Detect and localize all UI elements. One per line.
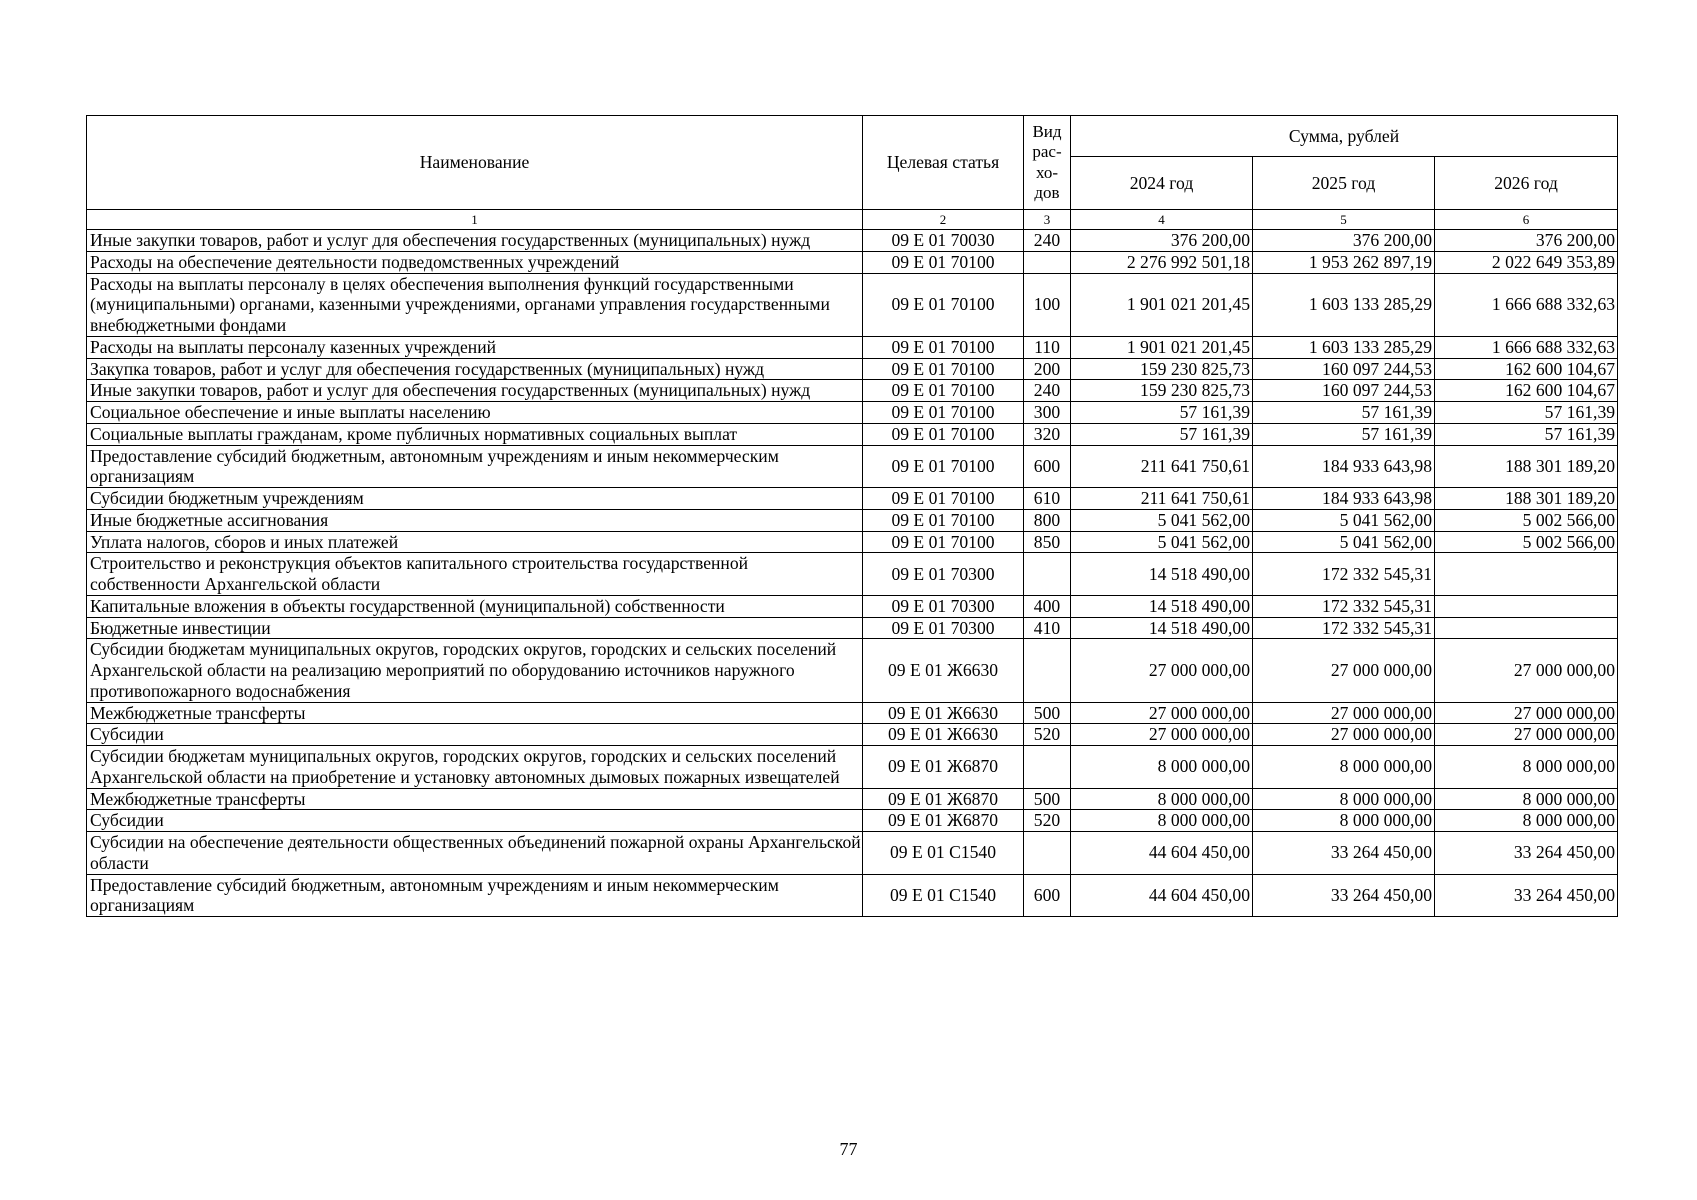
row-expense-type <box>1024 832 1071 875</box>
row-target-article: 09 Е 01 70100 <box>863 488 1024 510</box>
row-amount-2024: 14 518 490,00 <box>1071 553 1253 596</box>
table-row <box>87 445 1618 488</box>
header-expense-type: Вид рас-хо-дов <box>1024 116 1071 210</box>
row-amount-2024: 27 000 000,00 <box>1071 702 1253 724</box>
row-amount-2026: 188 301 189,20 <box>1435 488 1618 510</box>
column-number: 5 <box>1253 210 1435 230</box>
table-row <box>87 810 1618 832</box>
row-name: Межбюджетные трансферты <box>87 702 863 724</box>
row-expense-type: 800 <box>1024 509 1071 531</box>
table-row <box>87 702 1618 724</box>
row-target-article: 09 Е 01 Ж6630 <box>863 639 1024 702</box>
row-amount-2024: 57 161,39 <box>1071 423 1253 445</box>
row-amount-2024: 44 604 450,00 <box>1071 874 1253 917</box>
row-amount-2024: 376 200,00 <box>1071 230 1253 252</box>
row-target-article: 09 Е 01 Ж6870 <box>863 746 1024 789</box>
row-name: Расходы на выплаты персоналу в целях обеспечения выполнения функций государственными (муниципальными) органами, казенными учреждениями, органами управления государственными внебюджетными фондами <box>87 273 863 336</box>
header-year-2026: 2026 год <box>1435 157 1618 210</box>
row-amount-2024: 14 518 490,00 <box>1071 617 1253 639</box>
table-row <box>87 746 1618 789</box>
row-name: Иные бюджетные ассигнования <box>87 509 863 531</box>
row-name: Предоставление субсидий бюджетным, автономным учреждениям и иным некоммерческим организациям <box>87 445 863 488</box>
row-name: Субсидии <box>87 724 863 746</box>
table-row <box>87 832 1618 875</box>
row-expense-type: 200 <box>1024 358 1071 380</box>
table-row <box>87 358 1618 380</box>
header-target-article: Целевая статья <box>863 116 1024 210</box>
column-number: 1 <box>87 210 863 230</box>
row-amount-2024: 5 041 562,00 <box>1071 531 1253 553</box>
row-amount-2026: 27 000 000,00 <box>1435 724 1618 746</box>
row-expense-type: 300 <box>1024 402 1071 424</box>
row-amount-2025: 8 000 000,00 <box>1253 810 1435 832</box>
table-row <box>87 724 1618 746</box>
row-expense-type: 410 <box>1024 617 1071 639</box>
row-amount-2026: 8 000 000,00 <box>1435 746 1618 789</box>
row-amount-2025: 5 041 562,00 <box>1253 531 1435 553</box>
budget-table <box>86 115 1618 917</box>
row-expense-type <box>1024 746 1071 789</box>
row-amount-2025: 172 332 545,31 <box>1253 595 1435 617</box>
row-amount-2025: 33 264 450,00 <box>1253 832 1435 875</box>
row-name: Субсидии бюджетам муниципальных округов, городских округов, городских и сельских поселений Архангельской области на приобретение и установку автономных дымовых пожарных извещателей <box>87 746 863 789</box>
table-header <box>87 116 1618 230</box>
row-amount-2026: 162 600 104,67 <box>1435 358 1618 380</box>
row-amount-2026: 8 000 000,00 <box>1435 788 1618 810</box>
row-expense-type: 110 <box>1024 336 1071 358</box>
row-expense-type: 400 <box>1024 595 1071 617</box>
row-amount-2024: 27 000 000,00 <box>1071 724 1253 746</box>
row-amount-2026: 57 161,39 <box>1435 423 1618 445</box>
row-target-article: 09 Е 01 Ж6630 <box>863 702 1024 724</box>
row-amount-2024: 27 000 000,00 <box>1071 639 1253 702</box>
row-amount-2025: 8 000 000,00 <box>1253 788 1435 810</box>
row-amount-2025: 57 161,39 <box>1253 402 1435 424</box>
row-amount-2024: 1 901 021 201,45 <box>1071 273 1253 336</box>
row-target-article: 09 Е 01 70100 <box>863 423 1024 445</box>
row-amount-2024: 211 641 750,61 <box>1071 488 1253 510</box>
header-name: Наименование <box>87 116 863 210</box>
row-amount-2025: 8 000 000,00 <box>1253 746 1435 789</box>
row-name: Иные закупки товаров, работ и услуг для обеспечения государственных (муниципальных) нужд <box>87 230 863 252</box>
row-amount-2025: 27 000 000,00 <box>1253 724 1435 746</box>
row-amount-2026: 162 600 104,67 <box>1435 380 1618 402</box>
table-row <box>87 273 1618 336</box>
row-expense-type <box>1024 251 1071 273</box>
row-amount-2024: 14 518 490,00 <box>1071 595 1253 617</box>
row-target-article: 09 Е 01 70100 <box>863 336 1024 358</box>
row-expense-type: 600 <box>1024 874 1071 917</box>
row-target-article: 09 Е 01 70300 <box>863 553 1024 596</box>
row-amount-2024: 159 230 825,73 <box>1071 358 1253 380</box>
row-amount-2025: 172 332 545,31 <box>1253 553 1435 596</box>
row-amount-2026: 27 000 000,00 <box>1435 639 1618 702</box>
column-number: 4 <box>1071 210 1253 230</box>
row-target-article: 09 Е 01 Ж6870 <box>863 788 1024 810</box>
table-row <box>87 251 1618 273</box>
row-name: Закупка товаров, работ и услуг для обеспечения государственных (муниципальных) нужд <box>87 358 863 380</box>
row-expense-type: 500 <box>1024 788 1071 810</box>
row-target-article: 09 Е 01 70030 <box>863 230 1024 252</box>
row-amount-2024: 8 000 000,00 <box>1071 746 1253 789</box>
table-row <box>87 336 1618 358</box>
row-name: Субсидии <box>87 810 863 832</box>
row-amount-2026: 5 002 566,00 <box>1435 509 1618 531</box>
row-target-article: 09 Е 01 С1540 <box>863 832 1024 875</box>
row-amount-2025: 1 603 133 285,29 <box>1253 273 1435 336</box>
page-number: 77 <box>839 1139 858 1159</box>
row-name: Бюджетные инвестиции <box>87 617 863 639</box>
row-target-article: 09 Е 01 Ж6630 <box>863 724 1024 746</box>
row-amount-2025: 27 000 000,00 <box>1253 702 1435 724</box>
row-amount-2025: 5 041 562,00 <box>1253 509 1435 531</box>
column-number: 2 <box>863 210 1024 230</box>
row-name: Межбюджетные трансферты <box>87 788 863 810</box>
row-name: Расходы на выплаты персоналу казенных учреждений <box>87 336 863 358</box>
row-amount-2025: 160 097 244,53 <box>1253 358 1435 380</box>
header-sum: Сумма, рублей <box>1071 116 1618 157</box>
row-amount-2026 <box>1435 595 1618 617</box>
row-name: Субсидии на обеспечение деятельности общественных объединений пожарной охраны Архангельской области <box>87 832 863 875</box>
row-amount-2025: 184 933 643,98 <box>1253 445 1435 488</box>
table-row <box>87 595 1618 617</box>
row-expense-type: 100 <box>1024 273 1071 336</box>
table-row <box>87 423 1618 445</box>
table-row <box>87 230 1618 252</box>
table-row <box>87 553 1618 596</box>
row-expense-type: 240 <box>1024 380 1071 402</box>
row-amount-2025: 160 097 244,53 <box>1253 380 1435 402</box>
row-name: Строительство и реконструкция объектов капитального строительства государственной собственности Архангельской области <box>87 553 863 596</box>
row-amount-2026: 5 002 566,00 <box>1435 531 1618 553</box>
row-target-article: 09 Е 01 70100 <box>863 509 1024 531</box>
row-target-article: 09 Е 01 70100 <box>863 531 1024 553</box>
row-amount-2024: 44 604 450,00 <box>1071 832 1253 875</box>
table-row <box>87 402 1618 424</box>
table-row <box>87 617 1618 639</box>
row-amount-2024: 159 230 825,73 <box>1071 380 1253 402</box>
row-name: Социальное обеспечение и иные выплаты населению <box>87 402 863 424</box>
table-row <box>87 874 1618 917</box>
row-name: Расходы на обеспечение деятельности подведомственных учреждений <box>87 251 863 273</box>
row-amount-2024: 8 000 000,00 <box>1071 810 1253 832</box>
row-amount-2026: 1 666 688 332,63 <box>1435 273 1618 336</box>
header-year-2025: 2025 год <box>1253 157 1435 210</box>
row-amount-2026: 2 022 649 353,89 <box>1435 251 1618 273</box>
row-amount-2024: 57 161,39 <box>1071 402 1253 424</box>
row-expense-type: 850 <box>1024 531 1071 553</box>
row-amount-2026: 33 264 450,00 <box>1435 874 1618 917</box>
row-amount-2026: 188 301 189,20 <box>1435 445 1618 488</box>
row-amount-2024: 2 276 992 501,18 <box>1071 251 1253 273</box>
row-expense-type: 320 <box>1024 423 1071 445</box>
row-target-article: 09 Е 01 70100 <box>863 380 1024 402</box>
row-amount-2025: 33 264 450,00 <box>1253 874 1435 917</box>
row-amount-2025: 1 953 262 897,19 <box>1253 251 1435 273</box>
row-target-article: 09 Е 01 70100 <box>863 358 1024 380</box>
row-amount-2026: 27 000 000,00 <box>1435 702 1618 724</box>
row-amount-2024: 211 641 750,61 <box>1071 445 1253 488</box>
row-amount-2026: 1 666 688 332,63 <box>1435 336 1618 358</box>
row-amount-2025: 184 933 643,98 <box>1253 488 1435 510</box>
row-expense-type: 610 <box>1024 488 1071 510</box>
row-amount-2025: 376 200,00 <box>1253 230 1435 252</box>
row-amount-2026 <box>1435 617 1618 639</box>
row-expense-type <box>1024 553 1071 596</box>
row-amount-2026: 376 200,00 <box>1435 230 1618 252</box>
row-expense-type: 500 <box>1024 702 1071 724</box>
row-expense-type: 520 <box>1024 810 1071 832</box>
row-amount-2026 <box>1435 553 1618 596</box>
row-amount-2026: 57 161,39 <box>1435 402 1618 424</box>
row-name: Иные закупки товаров, работ и услуг для обеспечения государственных (муниципальных) нужд <box>87 380 863 402</box>
row-target-article: 09 Е 01 С1540 <box>863 874 1024 917</box>
column-number: 3 <box>1024 210 1071 230</box>
column-number: 6 <box>1435 210 1618 230</box>
row-amount-2024: 5 041 562,00 <box>1071 509 1253 531</box>
row-name: Субсидии бюджетным учреждениям <box>87 488 863 510</box>
table-body <box>87 230 1618 917</box>
row-target-article: 09 Е 01 70100 <box>863 251 1024 273</box>
row-expense-type <box>1024 639 1071 702</box>
row-target-article: 09 Е 01 70100 <box>863 402 1024 424</box>
row-amount-2025: 57 161,39 <box>1253 423 1435 445</box>
row-expense-type: 600 <box>1024 445 1071 488</box>
row-amount-2024: 1 901 021 201,45 <box>1071 336 1253 358</box>
row-name: Уплата налогов, сборов и иных платежей <box>87 531 863 553</box>
header-year-2024: 2024 год <box>1071 157 1253 210</box>
table-row <box>87 380 1618 402</box>
table-row <box>87 488 1618 510</box>
table-row <box>87 639 1618 702</box>
table-row <box>87 509 1618 531</box>
row-amount-2025: 172 332 545,31 <box>1253 617 1435 639</box>
row-expense-type: 240 <box>1024 230 1071 252</box>
row-name: Предоставление субсидий бюджетным, автономным учреждениям и иным некоммерческим организациям <box>87 874 863 917</box>
row-target-article: 09 Е 01 70300 <box>863 617 1024 639</box>
row-expense-type: 520 <box>1024 724 1071 746</box>
table-row <box>87 788 1618 810</box>
row-target-article: 09 Е 01 70100 <box>863 273 1024 336</box>
row-name: Субсидии бюджетам муниципальных округов, городских округов, городских и сельских поселений Архангельской области на реализацию мероприятий по оборудованию источников наружного противопожарного водоснабжения <box>87 639 863 702</box>
row-amount-2026: 33 264 450,00 <box>1435 832 1618 875</box>
row-target-article: 09 Е 01 70100 <box>863 445 1024 488</box>
row-amount-2024: 8 000 000,00 <box>1071 788 1253 810</box>
row-name: Социальные выплаты гражданам, кроме публичных нормативных социальных выплат <box>87 423 863 445</box>
table-row <box>87 531 1618 553</box>
row-amount-2025: 1 603 133 285,29 <box>1253 336 1435 358</box>
row-target-article: 09 Е 01 70300 <box>863 595 1024 617</box>
row-amount-2026: 8 000 000,00 <box>1435 810 1618 832</box>
row-amount-2025: 27 000 000,00 <box>1253 639 1435 702</box>
row-target-article: 09 Е 01 Ж6870 <box>863 810 1024 832</box>
row-name: Капитальные вложения в объекты государственной (муниципальной) собственности <box>87 595 863 617</box>
